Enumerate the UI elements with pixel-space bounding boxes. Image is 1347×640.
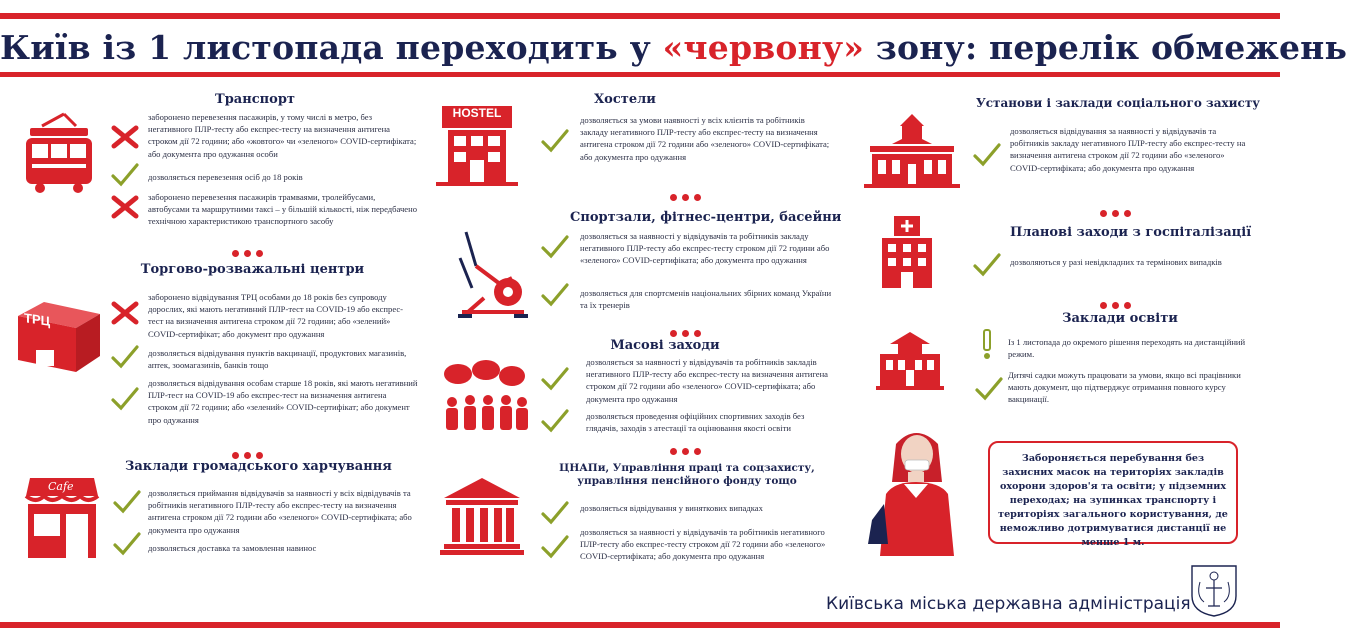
- cross-icon: [110, 124, 140, 150]
- transport-item-3: заборонено перевезення пасажирів трамваями, тролейбусами, автобусами та маршрутними таксі – у більшій кількості, ніж передбачено технічною характеристикою транспортного засобу: [148, 192, 418, 227]
- woman-with-mask-illustration: [864, 424, 968, 556]
- hospital-heading: Планові заходи з госпіталізації: [1010, 225, 1252, 240]
- cnap-item-2: дозволяється за наявності у відвідувачів та робітників негативного ПЛР-тесту або експрес-тесту строком дії 72 години або «зеленого» COVID-сертифіката; або документа про одужання: [580, 527, 826, 562]
- food-heading: Заклади громадського харчування: [125, 459, 392, 474]
- mass-item-1: дозволяється за наявності у відвідувачів та робітників закладів негативного ПЛР-тесту або експрес-тесту на визначення антигена строком дії 72 години або «зеленого» COVID-сертифіката; або документа про одужання: [586, 357, 828, 404]
- check-icon: [540, 282, 570, 308]
- malls-heading: Торгово-розважальні центри: [140, 262, 365, 277]
- education-item-1: Із 1 листопада до окремого рішення переходять на дистанційний режим.: [1008, 337, 1246, 360]
- kyiv-coat-of-arms-icon: [1188, 562, 1240, 618]
- top-bar: [0, 13, 1280, 19]
- title-text-end: зону: перелік обмежень: [864, 28, 1347, 67]
- malls-item-1: заборонено відвідування ТРЦ особами до 18 років без супроводу дорослих, які мають негативний ПЛР-тест на COVID-19 або експрес-тест на визначення антигена строком дії 72 години; або «зелений» COVID-сертифікат; або документ про одужання: [148, 292, 404, 339]
- food-item-1: дозволяється приймання відвідувачів за наявності у всіх відвідувачів та робітників негативного ПЛР-тесту або експрес-тесту на визначення антигена строком дії 72 години або «зеленого» COVID-сертифіката; або документа про одужання: [148, 488, 412, 535]
- elliptical-trainer-icon: [454, 228, 530, 324]
- hospital-icon: [874, 214, 940, 290]
- mass-heading: Масові заходи: [610, 338, 720, 353]
- cafe-icon-label: Cafe: [48, 480, 74, 493]
- check-icon: [540, 534, 570, 560]
- title-underline: [0, 72, 1280, 77]
- separator-dots: [1100, 202, 1140, 210]
- gyms-heading: Спортзали, фітнес-центри, басейни: [570, 210, 842, 225]
- transport-item-2: дозволяється перевезення осіб до 18 років: [148, 172, 303, 182]
- tram-icon: [20, 112, 98, 196]
- mall-icon-label: ТРЦ: [24, 310, 51, 329]
- cnap-item-1: дозволяється відвідування у виняткових випадках: [580, 503, 763, 513]
- check-icon: [974, 376, 1004, 402]
- bottom-bar: [0, 622, 1280, 628]
- exclamation-icon: [980, 328, 994, 360]
- check-icon: [110, 386, 140, 412]
- separator-dots: [670, 440, 710, 448]
- separator-dots: [232, 444, 272, 452]
- title-text: Київ із 1 листопада переходить у: [0, 28, 663, 67]
- hostels-item-1: дозволяється за умови наявності у всіх клієнтів та робітників закладу негативного ПЛР-тесту або експрес-тесту на визначення антигена строком дії 72 години або «зеленого» COVID-сертифіката; або документа про одужання: [580, 115, 830, 162]
- malls-item-3: дозволяється відвідування особам старше 18 років, які мають негативний ПЛР-тест на COVID-19 або експрес-тест на визначення антигена строком дії 72 години; або «зелений» COVID-сертифікат; або документ про одужання: [148, 378, 418, 425]
- crowd-icon: [438, 358, 530, 438]
- cnap-heading: ЦНАПи, Управління праці та соцзахисту, управління пенсійного фонду тощо: [559, 462, 815, 488]
- separator-dots: [232, 242, 272, 250]
- check-icon: [540, 500, 570, 526]
- page-title: [0, 28, 1347, 67]
- social-item-1: дозволяється відвідування за наявності у відвідувачів та робітників закладу негативного ПЛР-тесту або експрес-тесту на визначення антигена строком дії 72 години або «зеленого» COVID-сертифіката; або документа про одужання: [1010, 126, 1246, 173]
- check-icon: [972, 142, 1002, 168]
- transport-item-1: заборонено перевезення пасажирів, у тому числі в метро, без негативного ПЛР-тесту або експрес-тесту на визначення антигена строком дії 72 години; або «жовтого» чи «зеленого» COVID-сертифіката; або документа про одужання особи: [148, 112, 417, 159]
- separator-dots: [670, 186, 710, 194]
- education-item-2: Дитячі садки можуть працювати за умови, якщо всі працівники мають документ, що підтверджує отримання повного курсу вакцинації.: [1008, 370, 1241, 405]
- education-heading: Заклади освіти: [1062, 311, 1178, 326]
- check-icon: [112, 489, 142, 515]
- school-building-icon: [876, 330, 944, 390]
- check-icon: [110, 162, 140, 188]
- check-icon: [540, 234, 570, 260]
- social-institution-icon: [862, 112, 962, 188]
- hostel-icon-label: HOSTEL: [452, 106, 502, 120]
- hospital-item-1: дозволяються у разі невідкладних та термінових випадків: [1010, 257, 1222, 267]
- check-icon: [540, 128, 570, 154]
- check-icon: [110, 344, 140, 370]
- malls-item-2: дозволяється відвідування пунктів вакцинації, продуктових магазинів, аптек, зоомагазинів, банків тощо: [148, 348, 407, 371]
- check-icon: [540, 366, 570, 392]
- transport-heading: Транспорт: [215, 92, 295, 107]
- mall-building-icon: [14, 296, 104, 376]
- social-heading: Установи і заклади соціального захисту: [976, 96, 1260, 110]
- check-icon: [112, 531, 142, 557]
- mass-item-2: дозволяється проведення офіційних спортивних заходів без глядачів, заходів з атестації та оцінювання якості освіти: [586, 411, 805, 434]
- cross-icon: [110, 300, 140, 326]
- separator-dots: [670, 322, 710, 330]
- mask-notice: Забороняється перебування без захисних масок на територіях закладів охорони здоров'я та освіти; у підземних переходах; на зупинках транспорту і територіях загального користування, де неможливо дотримуватися дистанції не менше 1 м.: [988, 441, 1238, 544]
- cross-icon: [110, 194, 140, 220]
- check-icon: [540, 408, 570, 434]
- hostels-heading: Хостели: [594, 92, 656, 107]
- separator-dots: [1100, 294, 1140, 302]
- footer-organization: Київська міська державна адміністрація: [826, 594, 1191, 614]
- food-item-2: дозволяється доставка та замовлення навинос: [148, 543, 317, 553]
- gyms-item-2: дозволяється для спортсменів національних збірних команд України та їх тренерів: [580, 288, 832, 311]
- government-building-icon: [440, 474, 524, 556]
- gyms-item-1: дозволяється за наявності у відвідувачів та робітників закладу негативного ПЛР-тесту або експрес-тесту строком дії 72 години або «зеленого» COVID-сертифіката; або документа про одужання: [580, 231, 830, 266]
- check-icon: [972, 252, 1002, 278]
- title-highlight: «червону»: [662, 28, 865, 67]
